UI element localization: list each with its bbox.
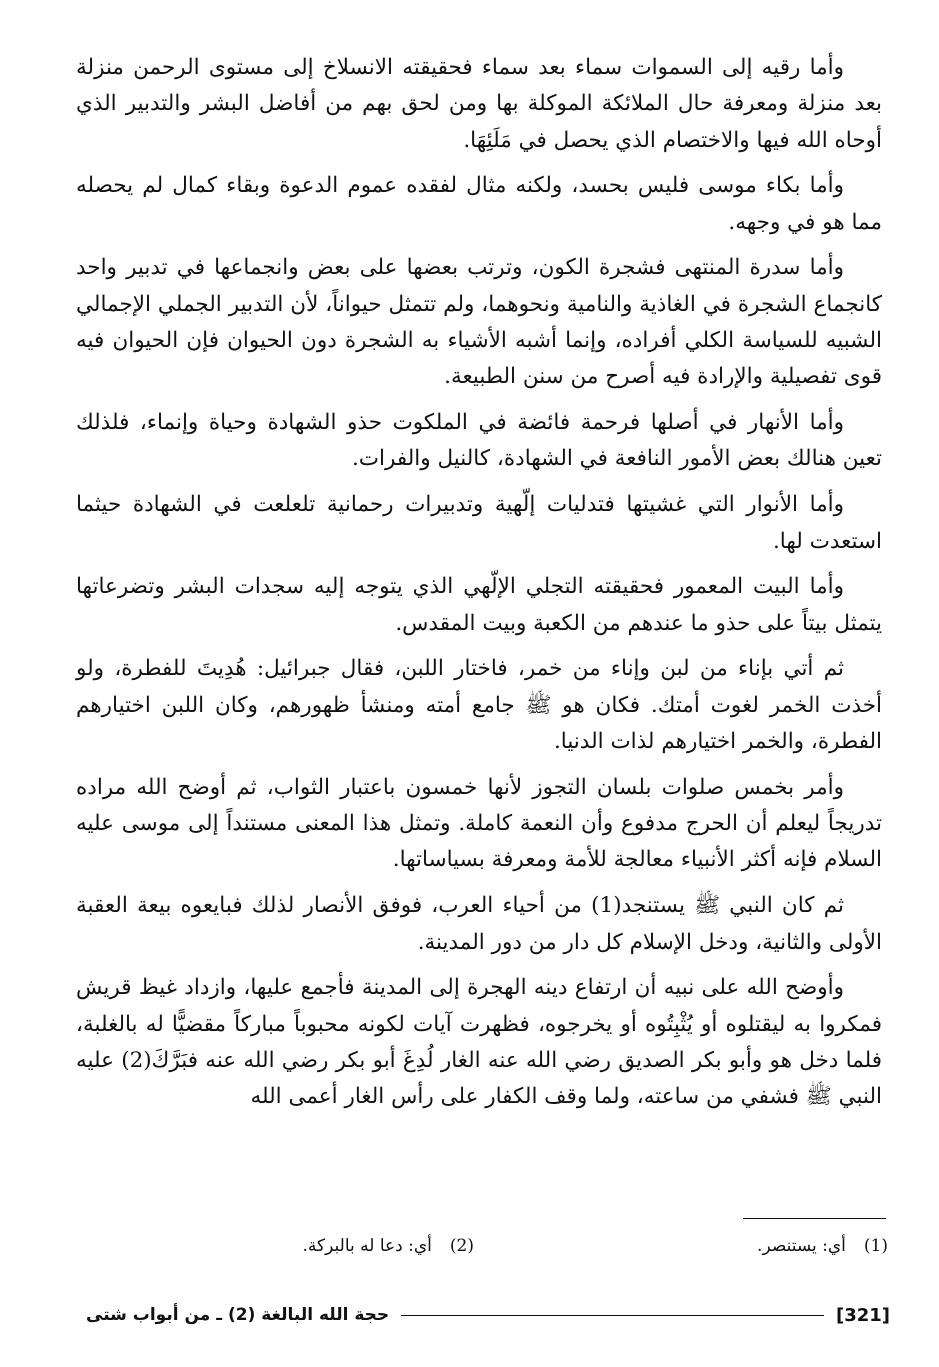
page-number: [321] <box>835 1304 890 1326</box>
running-title: حجة الله البالغة (2) ـ من أبواب شتى <box>86 1305 390 1325</box>
paragraph: وأما سدرة المنتهى فشجرة الكون، وترتب بعضها على بعض وانجماعها في تدبير واحد كانجماع الشجرة في الغاذية والنامية ونحوهما، ولم تتمثل حيواناً، لأن التدبير الجملي الإجمالي الشبيه للسياسة الكلي أفراده، وإنما أشبه الأشياء به الشجرة دون الحيوان فإن الحيوان فيه قوى تفصيلية والإرادة فيه أصرح من سنن الطبيعة. <box>76 255 882 390</box>
footnote-2 <box>303 1234 474 1258</box>
paragraph: وأما الأنهار في أصلها فرحمة فائضة في الملكوت حذو الشهادة وحياة وإنماء، فلذلك تعين هنالك بعض الأمور النافعة في الشهادة، كالنيل والفرات. <box>76 410 882 472</box>
footnote-separator <box>743 1218 886 1219</box>
body-text <box>76 50 882 1125</box>
paragraph: وأوضح الله على نبيه أن ارتفاع دينه الهجرة إلى المدينة فأجمع عليها، وازداد غيظ قريش فمكروا به ليقتلوه أو يُثْبِتُوه أو يخرجوه، فظهرت آيات لكونه محبوباً مباركاً مقضيًّا له بالغلبة، فلما دخل هو وأبو بكر الصديق رضي الله عنه الغار لُدِغَ أبو بكر رضي الله عنه فبَرَّكَ(2) عليه النبي ﷺ فشفي من ساعته، ولما وقف الكفار على رأس الغار أعمى الله <box>76 975 882 1110</box>
paragraph: وأمر بخمس صلوات بلسان التجوز لأنها خمسون باعتبار الثواب، ثم أوضح الله مراده تدريجاً ليعلم أن الحرج مدفوع وأن النعمة كاملة. وتمثل هذا المعنى مستنداً إلى موسى عليه السلام فإنه أكثر الأنبياء معالجة للأمة ومعرفة بسياساتها. <box>76 774 882 873</box>
footer-rule <box>401 1315 824 1316</box>
footnote-number: (2) <box>449 1236 474 1256</box>
page-footer <box>86 1300 890 1330</box>
paragraph: وأما الأنوار التي غشيتها فتدليات إلّهية وتدبيرات رحمانية تلعلعت في الشهادة حيثما استعدت لها. <box>76 492 882 554</box>
footnote-text: أي: دعا له بالبركة. <box>302 1236 432 1256</box>
footnote-text: أي: يستنصر. <box>757 1236 846 1256</box>
paragraph: وأما بكاء موسى فليس بحسد، ولكنه مثال لفقده عموم الدعوة وبقاء كمال لم يحصله مما هو في وجهه. <box>76 173 882 235</box>
footnote-number: (1) <box>863 1236 888 1256</box>
footnote-1 <box>757 1234 888 1258</box>
paragraph: وأما البيت المعمور فحقيقته التجلي الإلّهي الذي يتوجه إليه سجدات البشر وتضرعاتها يتمثل بيتاً على حذو ما عندهم من الكعبة وبيت المقدس. <box>76 574 882 636</box>
paragraph: وأما رقيه إلى السموات سماء بعد سماء فحقيقته الانسلاخ إلى مستوى الرحمن منزلة بعد منزلة ومعرفة حال الملائكة الموكلة بها ومن لحق بهم من أفاضل البشر والتدبير الذي أوحاه الله فيها والاختصام الذي يحصل في مَلَئِهَا. <box>76 55 882 153</box>
paragraph: ثم أتي بإناء من لبن وإناء من خمر، فاختار اللبن، فقال جبرائيل: هُدِيتَ للفطرة، ولو أخذت الخمر لغوت أمتك. فكان هو ﷺ جامع أمته ومنشأ ظهورهم، وكان اللبن اختيارهم الفطرة، والخمر اختيارهم لذات الدنيا. <box>76 656 882 755</box>
paragraph: ثم كان النبي ﷺ يستنجد(1) من أحياء العرب، فوفق الأنصار لذلك فبايعوه بيعة العقبة الأولى والثانية، ودخل الإسلام كل دار من دور المدينة. <box>76 893 882 955</box>
